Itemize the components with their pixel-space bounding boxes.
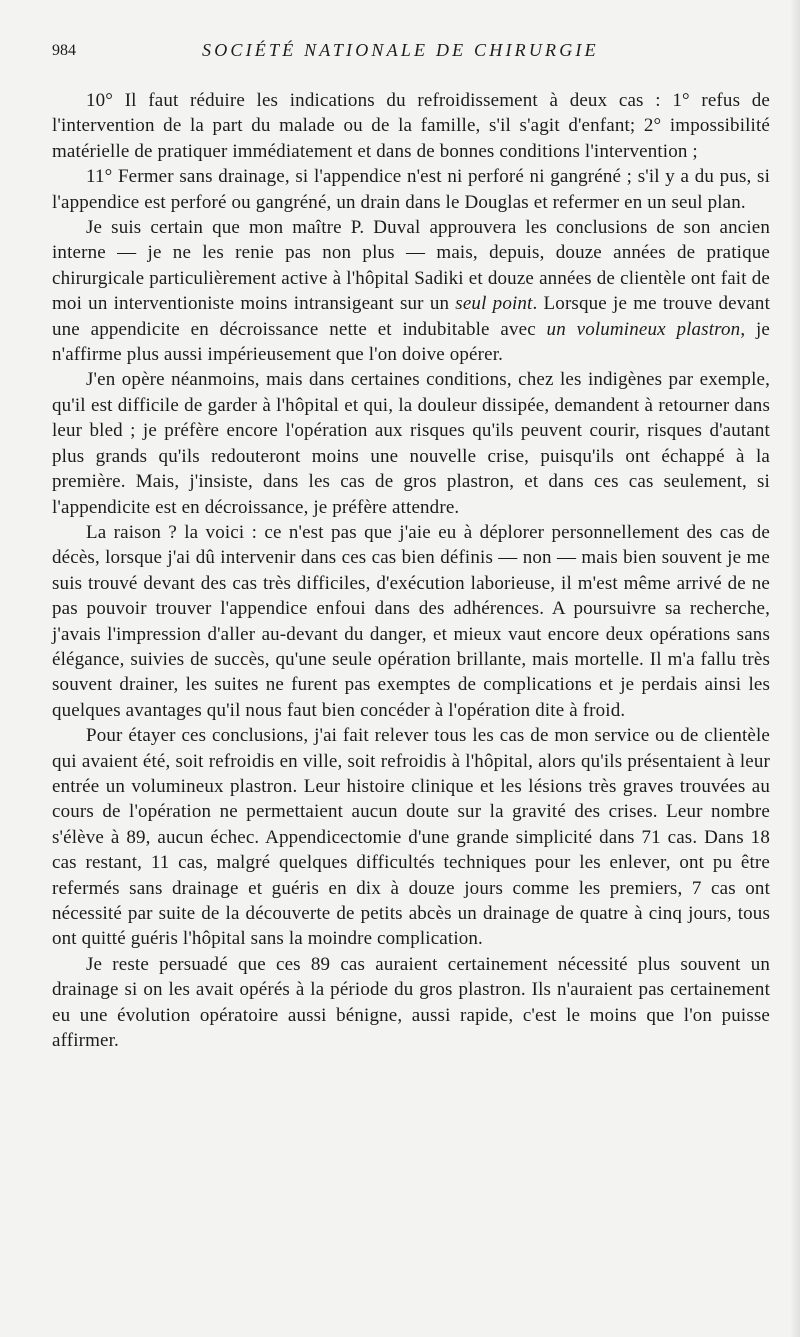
text-run: La raison ? la voici : ce n'est pas que j'aie eu à déplorer personnellement des cas de décès, lorsque j'ai dû intervenir dans ces cas bien définis — non — mais bien souvent je me suis trouvé devant des cas très difficiles, d'exécution laborieuse, il m'est même arrivé de ne pas pouvoir trouver l'appendice enfoui dans des adhérences. A poursuivre sa recherche, j'avais l'impression d'aller au-devant du danger, et mieux vaut encore deux opérations sans élégance, suivies de succès, qu'une seule opération brillante, mais mortelle. Il m'a fallu très souvent drainer, les suites ne furent pas exemptes de complications et je perdais ainsi les quelques avantages qu'il nous faut bien concéder à l'opération dite à froid. bbox=[52, 521, 770, 721]
italic-phrase: un volumineux plastron bbox=[546, 318, 741, 340]
text-run: 10° Il faut réduire les indications du refroidissement à deux cas : 1° refus de l'intervention de la part du malade ou de la famille, s'il s'agit d'enfant; 2° impossibilité matérielle de pratiquer immédiatement et dans de bonnes conditions l'intervention ; bbox=[52, 90, 770, 162]
text-run: Pour étayer ces conclusions, j'ai fait relever tous les cas de mon service ou de clientèle qui avaient été, soit refroidis en ville, soit refroidis à l'hôpital, alors qu'ils présentaient à leur entrée un volumineux plastron. Leur histoire clinique et les lésions très graves trouvées au cours de l'opération ne permettaient aucun doute sur la gravité des crises. Leur nombre s'élève à 89, aucun échec. Appendicectomie d'une grande simplicité dans 71 cas. Dans 18 cas restant, 11 cas, malgré quelques difficultés techniques pour les enlever, ont pu être refermés sans drainage et guéris en dix à douze jours comme les premiers, 7 cas ont nécessité par suite de la découverte de petits abcès un drainage de quatre à cinq jours, tous ont quitté guéris l'hôpital sans la moindre complication. bbox=[52, 725, 770, 950]
paragraph bbox=[52, 952, 770, 1054]
paragraph bbox=[52, 88, 770, 164]
text-run: Je reste persuadé que ces 89 cas auraient certainement nécessité plus souvent un drainage si on les avait opérés à la période du gros plastron. Ils n'auraient pas certainement eu une évolution opératoire aussi bénigne, aussi rapide, c'est le moins que l'on puisse affirmer. bbox=[52, 953, 770, 1052]
italic-phrase: seul point bbox=[455, 293, 533, 315]
paragraph bbox=[52, 215, 770, 367]
journal-title: SOCIÉTÉ NATIONALE DE CHIRURGIE bbox=[202, 40, 599, 60]
text-run: J'en opère néanmoins, mais dans certaines conditions, chez les indigènes par exemple, qu'il est difficile de garder à l'hôpital et qui, la douleur dissipée, demandent à retourner dans leur bled ; je préfère encore l'opération aux risques qu'ils peuvent courir, risques d'autant plus grands qu'ils redouteront moins une nouvelle crise, puisqu'ils ont échappé à la première. Mais, j'insiste, dans les cas de gros plastron, et dans ces cas seulement, si l'appendicite est en décroissance, je préfère attendre. bbox=[52, 369, 770, 518]
page-edge-shadow bbox=[790, 0, 800, 1337]
paragraph bbox=[52, 367, 770, 519]
paragraph bbox=[52, 520, 770, 723]
running-head bbox=[52, 38, 770, 68]
text-run: . Lorsque je me trouve devant une appendicite en décroissance nette et indubitable avec bbox=[52, 293, 771, 340]
text-run: 11° Fermer sans drainage, si l'appendice n'est ni perforé ni gangréné ; s'il y a du pus, si l'appendice est perforé ou gangréné, un drain dans le Douglas et refermer en un seul plan. bbox=[52, 166, 770, 213]
paragraph bbox=[52, 164, 770, 215]
page-number: 984 bbox=[52, 42, 76, 59]
text-run: , je n'affirme plus aussi impérieusement que l'on doive opérer. bbox=[52, 318, 770, 366]
text-run: Je suis certain que mon maître P. Duval approuvera les conclusions de son ancien interne — je ne les renie pas non plus — mais, depuis, douze années de pratique chirurgicale particulièrement active à l'hôpital Sadiki et douze années de clientèle ont fait de moi un interventioniste moins intransigeant sur un bbox=[52, 217, 770, 315]
paragraph bbox=[52, 723, 770, 952]
body-text bbox=[52, 88, 770, 1053]
